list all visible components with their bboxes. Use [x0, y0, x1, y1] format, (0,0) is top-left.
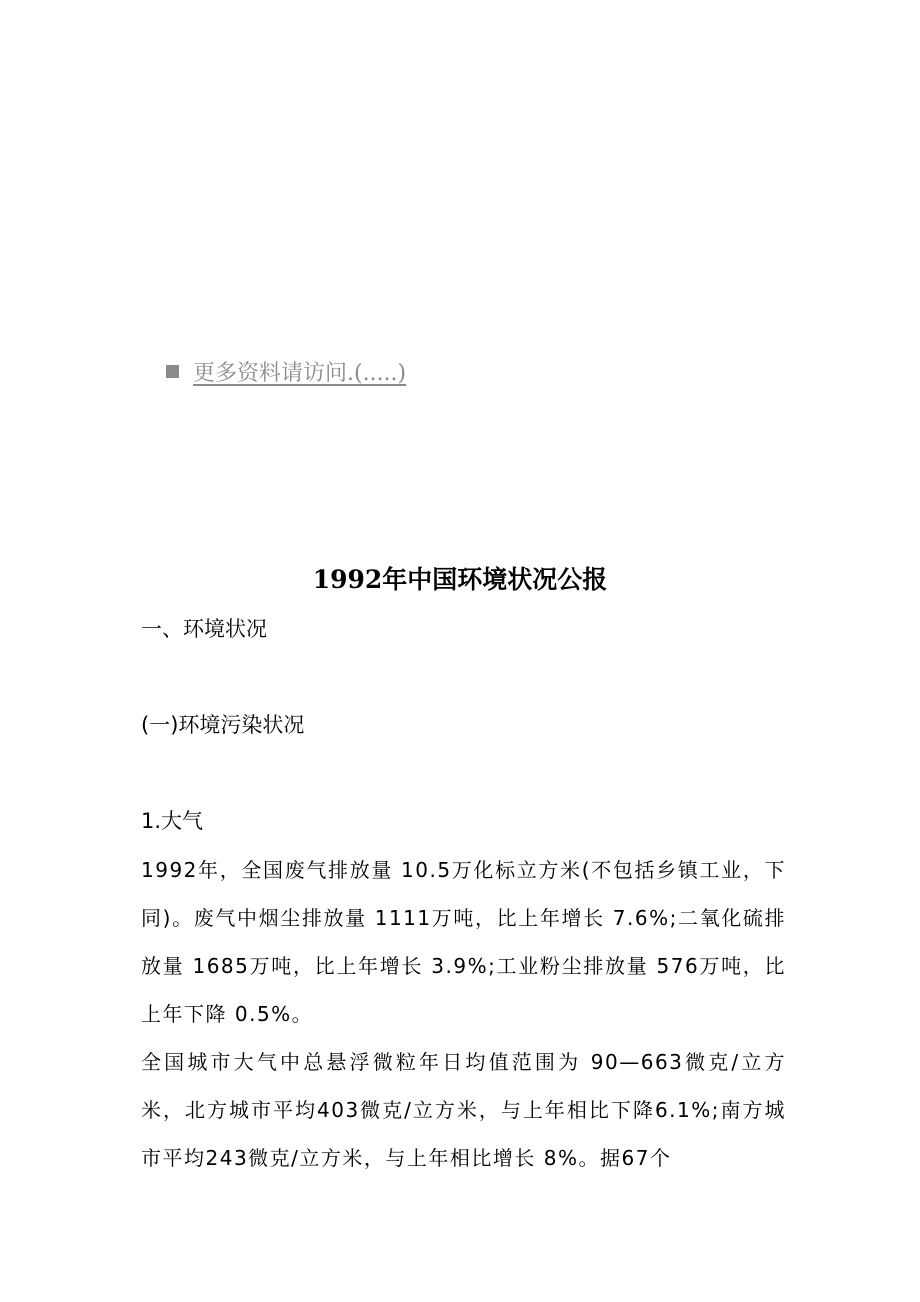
section-heading-atmosphere: 1.大气 — [141, 809, 204, 833]
square-bullet-icon — [166, 365, 179, 378]
section-heading-environment-status: 一、环境状况 — [141, 617, 267, 641]
more-info-link-row — [166, 356, 406, 386]
more-info-link[interactable]: 更多资料请访问.(.....) — [193, 360, 407, 386]
paragraph-particulates: 全国城市大气中总悬浮微粒年日均值范围为 90—663微克/立方米，北方城市平均403微克/立方米，与上年相比下降6.1%;南方城市平均243微克/立方米，与上年相比增长 8%。据67个 — [141, 1050, 786, 1170]
document-title: 1992年中国环境状况公报 — [312, 565, 608, 594]
section-heading-pollution-status: (一)环境污染状况 — [141, 713, 305, 737]
paragraph-emissions: 1992年，全国废气排放量 10.5万化标立方米(不包括乡镇工业，下同)。废气中烟尘排放量 1111万吨，比上年增长 7.6%;二氧化硫排放量 1685万吨，比上年增长 3.9%;工业粉尘排放量 576万吨，比上年下降 0.5%。 — [141, 858, 786, 1026]
